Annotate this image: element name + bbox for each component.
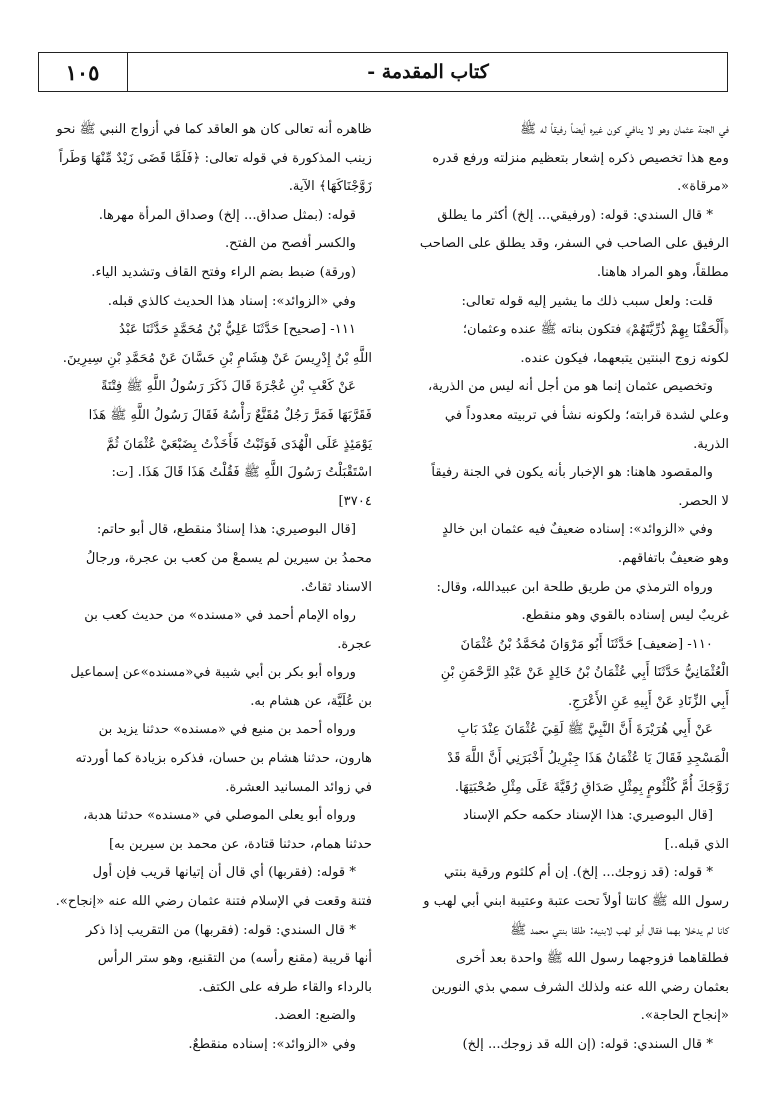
text-line: يَوْمَئِذٍ عَلَى الْهُدَى فَوَثَبْتُ فَأَخَذْتُ بِضَبْعَيْ عُثْمَانَ ثُمَّ [106, 436, 372, 452]
text-line: ٣٧٠٤] [338, 493, 372, 509]
text-line: غريبٌ ليس إسناده بالقوي وهو منقطع. [521, 608, 729, 624]
text-line: فتنة وقعت في الإسلام فتنة عثمان رضي الله عنه «إنجاح». [55, 894, 372, 910]
text-line: أَبِي الزِّنَادِ عَنْ أَبِيهِ عَنِ الأَعْرَجِ. [567, 693, 729, 709]
text-line: ١١٠- [ضعيف] حَدَّثَنَا أَبُو مَرْوَانَ مُحَمَّدُ بْنُ عُثْمَانَ [460, 636, 713, 652]
text-line: في زوائد المسانيد العشرة. [225, 779, 372, 795]
text-line: محمدُ بن سيرين لم يسمعْ من كعب بن عجرة، ورجالُ [85, 550, 372, 566]
text-line: وفي «الزوائد»: إسناده ضعيفٌ فيه عثمان ابن خالدٍ [442, 522, 713, 538]
text-line: بعثمان رضي الله عنه ولذلك الشرف سمي بذي النورين [431, 979, 729, 995]
text-line: ورواه الترمذي من طريق طلحة ابن عبيدالله، وقال: [436, 579, 713, 595]
text-line: ورواه أحمد بن منيع في «مسنده» حدثنا يزيد بن [98, 722, 356, 738]
text-line: ﴿أَلْحَقْنَا بِهِمْ ذُرِّيَّتَهُمْ﴾ فتكون بناته ﷺ عنده وعثمان؛ [462, 322, 729, 338]
page-number: ١٠٥ [38, 52, 128, 92]
right-column [399, 116, 729, 1060]
text-line: * قال السندي: قوله: (إن الله قد زوجك... إلخ) [462, 1037, 713, 1052]
text-line: الرفيق على الصاحب في السفر، وقد يطلق على الصاحب [419, 236, 729, 252]
text-line: اسْتَقْبَلْتُ رَسُولَ اللَّهِ ﷺ فَقُلْتُ هَذَا قَالَ هَذَا. [ت: [111, 465, 372, 481]
left-column [42, 116, 372, 1060]
text-line: قلت: ولعل سبب ذلك ما يشير إليه قوله تعالى: [461, 293, 713, 309]
text-line: الذرية. [693, 436, 729, 452]
text-line: وتخصيص عثمان إنما هو من أجل أنه ليس من الذرية، [428, 379, 713, 395]
text-line: بالرداء والقاء طرفه على الكتف. [198, 979, 372, 995]
text-line: قوله: (بمثل صداق... إلخ) وصداق المرأة مهرها. [98, 207, 356, 223]
text-line: والضبع: العضد. [274, 1008, 356, 1024]
text-line: لا الحصر. [678, 493, 729, 509]
text-line: وهو ضعيفٌ باتفاقهم. [617, 550, 729, 566]
text-line: عَنْ أَبِي هُرَيْرَةَ أَنَّ النَّبِيَّ ﷺ لَقِيَ عُثْمَانَ عِنْدَ بَابِ [457, 722, 713, 738]
text-line: «إنجاح الحاجة». [640, 1008, 729, 1024]
text-line: هارون، حدثنا هشام بن حسان، فذكره بزيادة كما أوردته [75, 751, 372, 767]
text-line: عَنْ كَعْبِ بْنِ عُجْرَةَ قَالَ ذَكَرَ رَسُولُ اللَّهِ ﷺ فِتْنَةً [100, 379, 356, 395]
text-line: في الجنة عثمان وهو لا ينافي كون غيره أيضاً رفيقاً له ﷺ [520, 122, 729, 137]
text-line: زَوَّجَكَ أُمَّ كُلْثُومٍ بِمِثْلِ صَدَاقِ رُقَيَّةَ عَلَى مِثْلِ صُحْبَتِهَا. [454, 779, 729, 795]
text-line: لكونه زوج البنتين يتبعهما، فيكون عنده. [520, 350, 729, 366]
text-line: زينب المذكورة في قوله تعالى: ﴿فَلَمَّا قَضَى زَيْدٌ مِّنْهَا وَطَراً [59, 150, 372, 166]
text-line: ومع هذا تخصيص ذكره إشعار بتعظيم منزلته ورفع قدره [432, 150, 729, 166]
text-line: والكسر أفصح من الفتح. [224, 236, 356, 252]
text-line: [قال البوصيري: هذا إسنادٌ منقطع، قال أبو حاتم: [96, 522, 356, 538]
text-line: «مرقاة». [677, 179, 729, 195]
text-line: رواه الإمام أحمد في «مسنده» من حديث كعب بن [84, 608, 356, 624]
text-line: ١١١- [صحيح] حَدَّثَنَا عَلِيُّ بْنُ مُحَمَّدٍ حَدَّثَنَا عَبْدُ [119, 322, 356, 338]
text-line: الْعُثْمَانِيُّ حَدَّثَنَا أَبِي عُثْمَانُ بْنُ خَالِدٍ عَنْ عَبْدِ الرَّحْمَنِ بْنِ [440, 665, 729, 681]
text-line: بن عُلَيَّة، عن هشام به. [250, 693, 372, 709]
running-title: - كتاب المقدمة [367, 61, 489, 83]
text-line: ورواه أبو بكر بن أبي شيبة في«مسنده»عن إسماعيل [70, 665, 356, 681]
text-line: كانا لم يدخلا بهما فقال أبو لهب لابنيه: طلقا بنتي محمد ﷺ [510, 922, 729, 938]
text-line: فَقَرَّبَهَا فَمَرَّ رَجُلٌ مُقَنَّعٌ رَأْسُهُ فَقَالَ رَسُولُ اللَّهِ ﷺ هَذَا [88, 407, 372, 423]
text-line: مطلقاً، وهو المراد هاهنا. [596, 264, 729, 280]
text-line: اللَّهِ بْنُ إِدْرِيسَ عَنْ هِشَامِ بْنِ حَسَّانَ عَنْ مُحَمَّدِ بْنِ سِيرِينَ. [62, 350, 372, 366]
text-line: * قوله: (قد زوجك... إلخ). إن أم كلثوم ورقية بنتي [444, 865, 713, 881]
text-line: رسول الله ﷺ كانتا أولاً تحت عتبة وعتيبة ابني أبي لهب و [423, 894, 729, 910]
text-line: وفي «الزوائد»: إسناده منقطعٌ. [188, 1037, 356, 1052]
text-line: فطلقاهما فزوجهما رسول الله ﷺ واحدة بعد أخرى [455, 951, 729, 967]
text-line: ظاهره أنه تعالى كان هو العاقد كما في أزواج النبي ﷺ نحو [56, 122, 372, 137]
text-line: عجرة. [337, 636, 372, 652]
text-line: (ورقة) ضبط بضم الراء وفتح القاف وتشديد الياء. [91, 264, 356, 280]
text-line: الاسناد ثقاتٌ. [300, 579, 372, 595]
text-line: الْمَسْجِدِ فَقَالَ يَا عُثْمَانُ هَذَا جِبْرِيلُ أَخْبَرَنِي أَنَّ اللَّهَ قَدْ [447, 751, 729, 767]
text-line: ورواه أبو يعلى الموصلي في «مسنده» حدثنا هدبة، [83, 808, 356, 824]
text-line: أنها قريبة (مقنع رأسه) من التقنيع، وهو ستر الرأس [97, 951, 372, 967]
text-line: وفي «الزوائد»: إسناد هذا الحديث كالذي قبله. [107, 293, 356, 309]
text-line: [قال البوصيري: هذا الإسناد حكمه حكم الإسناد [463, 808, 713, 824]
text-line: حدثنا همام، حدثنا قتادة، عن محمد بن سيرين به] [108, 836, 372, 852]
text-line: * قال السندي: قوله: (فقربها) من التقريب إذا ذكر [85, 922, 356, 938]
text-line: وعلي لشدة قرابته؛ ولكونه نشأ في تربيته معدوداً في [444, 407, 729, 423]
text-line: الذي قبله..] [664, 836, 729, 852]
text-line: زَوَّجْنَاكَهَا﴾ الآية. [288, 179, 372, 195]
text-line: * قوله: (فقربها) أي قال أن إتيانها قريب فإن أول [92, 865, 356, 881]
text-line: * قال السندي: قوله: (ورفيقي... إلخ) أكثر ما يطلق [437, 207, 713, 223]
text-line: والمقصود هاهنا: هو الإخبار بأنه يكون في الجنة رفيقاً [431, 465, 713, 481]
